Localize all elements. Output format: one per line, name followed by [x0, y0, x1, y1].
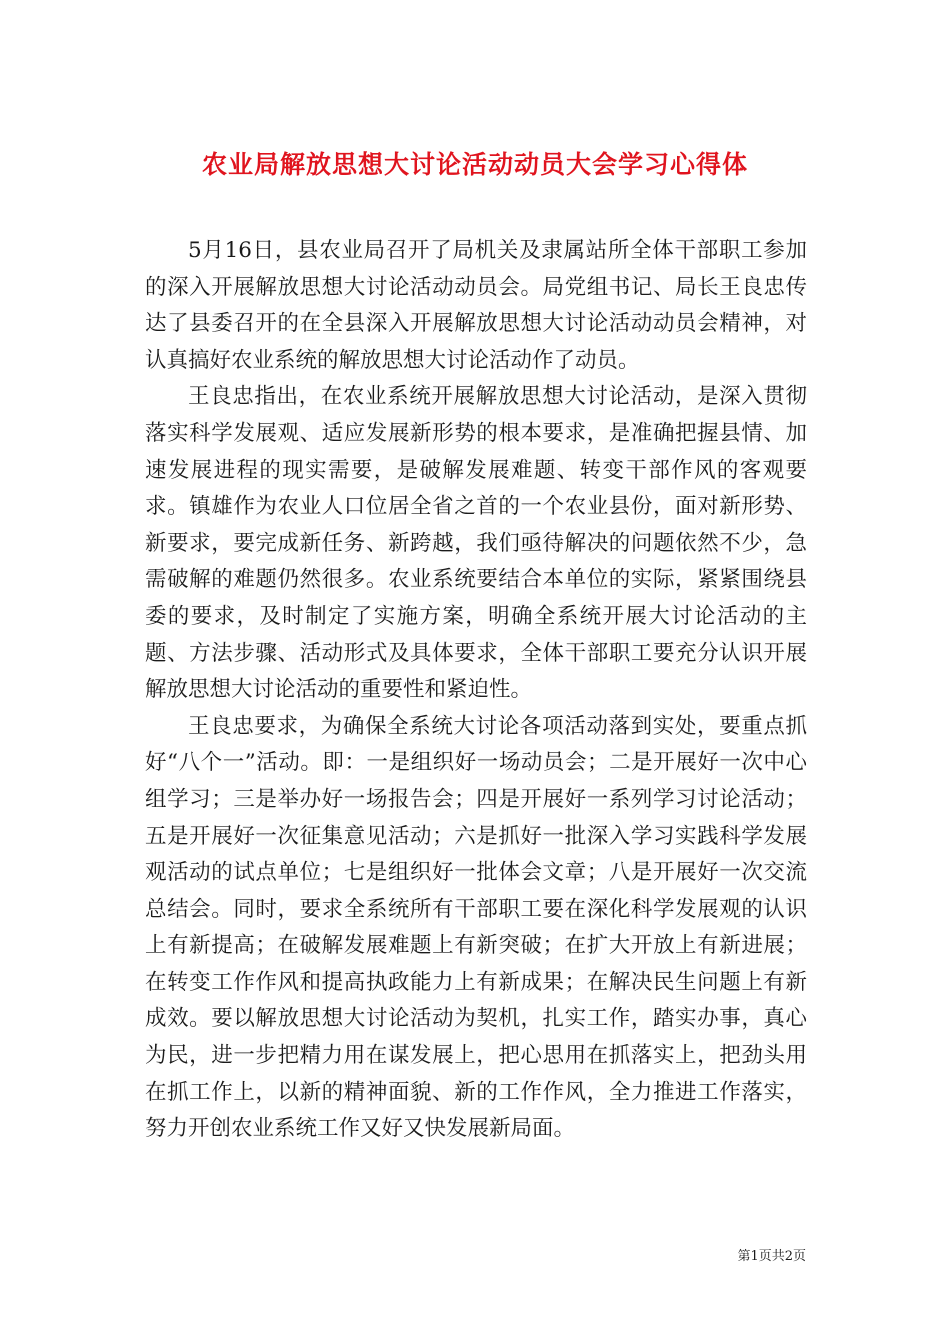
document-body — [145, 233, 807, 1148]
paragraph-1: 5月16日，县农业局召开了局机关及隶属站所全体干部职工参加的深入开展解放思想大讨论活动动员会。局党组书记、局长王良忠传达了县委召开的在全县深入开展解放思想大讨论活动动员会精神，对认真搞好农业系统的解放思想大讨论活动作了动员。 — [145, 238, 807, 373]
paragraph-2: 王良忠指出，在农业系统开展解放思想大讨论活动，是深入贯彻落实科学发展观、适应发展新形势的根本要求，是准确把握县情、加速发展进程的现实需要，是破解发展难题、转变干部作风的客观要求。镇雄作为农业人口位居全省之首的一个农业县份，面对新形势、新要求，要完成新任务、新跨越，我们亟待解决的问题依然不少，急需破解的难题仍然很多。农业系统要结合本单位的实际，紧紧围绕县委的要求，及时制定了实施方案，明确全系统开展大讨论活动的主题、方法步骤、活动形式及具体要求，全体干部职工要充分认识开展解放思想大讨论活动的重要性和紧迫性。 — [145, 384, 807, 703]
page-number-footer: 第1页共2页 — [737, 1249, 806, 1264]
paragraph-3: 王良忠要求，为确保全系统大讨论各项活动落到实处，要重点抓好“八个一”活动。即：一是组织好一场动员会；二是开展好一次中心组学习；三是举办好一场报告会；四是开展好一系列学习讨论活动；五是开展好一次征集意见活动；六是抓好一批深入学习实践科学发展观活动的试点单位；七是组织好一批体会文章；八是开展好一次交流总结会。同时，要求全系统所有干部职工要在深化科学发展观的认识上有新提高；在破解发展难题上有新突破；在扩大开放上有新进展；在转变工作作风和提高执政能力上有新成果；在解决民生问题上有新成效。要以解放思想大讨论活动为契机，扎实工作，踏实办事，真心为民，进一步把精力用在谋发展上，把心思用在抓落实上，把劲头用在抓工作上，以新的精神面貌、新的工作作风，全力推进工作落实，努力开创农业系统工作又好又快发展新局面。 — [145, 713, 807, 1142]
document-title: 农业局解放思想大讨论活动动员大会学习心得体 — [201, 149, 748, 179]
